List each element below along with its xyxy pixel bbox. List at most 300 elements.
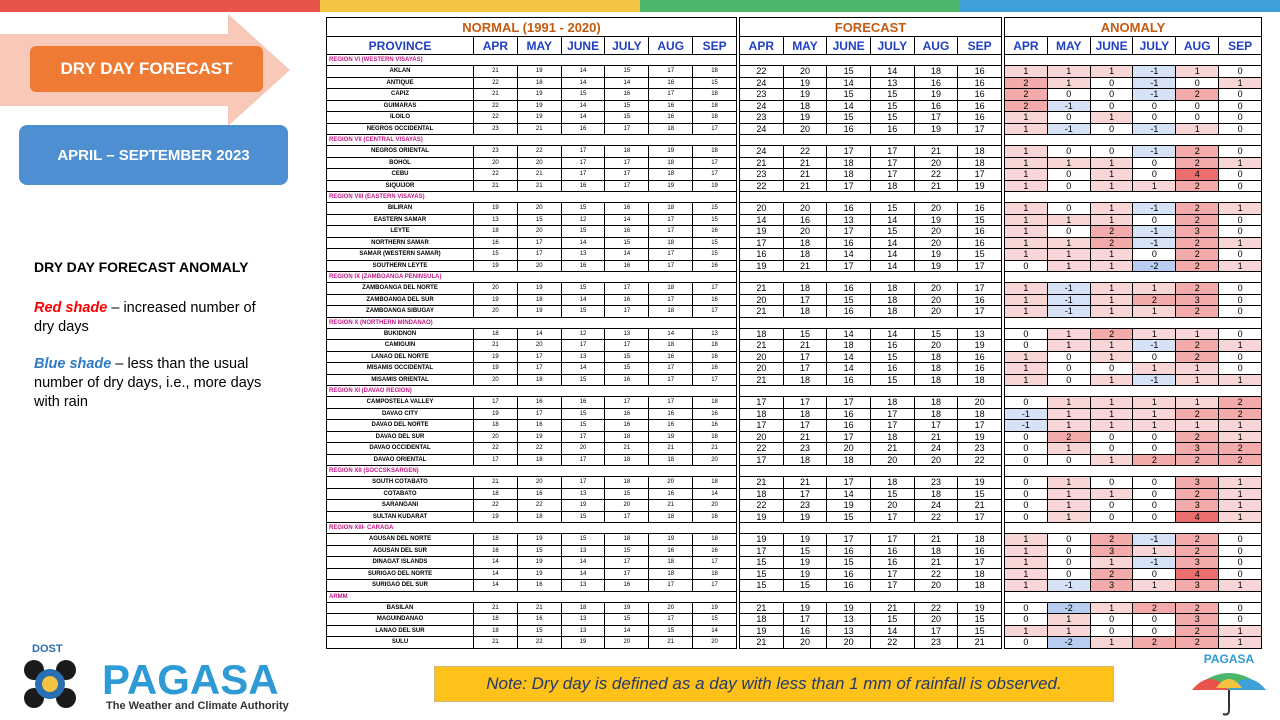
n-row	[327, 203, 737, 215]
f-region-row	[740, 591, 1002, 602]
f-value: 18	[958, 157, 1002, 169]
a-value: -1	[1133, 237, 1176, 249]
n-value: 17	[649, 89, 693, 101]
a-value: 1	[1005, 306, 1048, 318]
a-row	[1005, 169, 1262, 181]
a-row	[1005, 100, 1262, 112]
f-value: 16	[827, 568, 871, 580]
small-logo-text: PAGASA	[1203, 652, 1255, 666]
a-row	[1005, 511, 1262, 523]
a-month-header: JULY	[1133, 37, 1176, 55]
f-row	[740, 203, 1002, 215]
n-value: 16	[605, 580, 649, 592]
n-value: 21	[474, 477, 518, 489]
n-value: 16	[605, 226, 649, 238]
legend-red-label: Red shade	[34, 300, 108, 316]
a-value: -1	[1133, 374, 1176, 386]
a-value: 0	[1219, 568, 1262, 580]
f-region-spacer	[740, 272, 1002, 283]
province-name: NEGROS OCCIDENTAL	[327, 123, 474, 135]
n-value: 19	[517, 431, 561, 443]
n-value: 16	[693, 260, 737, 272]
f-value: 18	[914, 545, 958, 557]
a-value: 1	[1133, 420, 1176, 432]
f-value: 20	[914, 237, 958, 249]
a-value: 2	[1176, 260, 1219, 272]
a-row	[1005, 66, 1262, 78]
a-value: 0	[1005, 328, 1048, 340]
f-value: 22	[783, 146, 827, 158]
a-value: 1	[1047, 237, 1090, 249]
a-value: 2	[1219, 454, 1262, 466]
a-value: 0	[1005, 637, 1048, 649]
n-value: 22	[474, 112, 518, 124]
f-row	[740, 443, 1002, 455]
n-value: 18	[693, 146, 737, 158]
a-value: 1	[1219, 374, 1262, 386]
f-value: 16	[870, 557, 914, 569]
forecast-table	[739, 17, 1002, 649]
f-value: 15	[783, 545, 827, 557]
f-value: 19	[740, 260, 784, 272]
a-value: 0	[1219, 602, 1262, 614]
f-region-spacer	[740, 55, 1002, 66]
f-value: 20	[740, 363, 784, 375]
n-row	[327, 89, 737, 101]
f-row	[740, 397, 1002, 409]
region-name: REGION X (NORTHERN MINDANAO)	[327, 317, 737, 328]
f-value: 15	[827, 112, 871, 124]
f-value: 19	[783, 534, 827, 546]
a-value: 1	[1047, 500, 1090, 512]
f-region-row	[740, 386, 1002, 397]
f-value: 17	[870, 408, 914, 420]
n-value: 15	[517, 214, 561, 226]
n-row	[327, 294, 737, 306]
province-name: AGUSAN DEL NORTE	[327, 534, 474, 546]
f-value: 15	[870, 112, 914, 124]
n-value: 19	[517, 306, 561, 318]
a-value: -1	[1133, 146, 1176, 158]
a-value: 1	[1047, 614, 1090, 626]
a-value: 1	[1090, 557, 1133, 569]
n-value: 20	[693, 500, 737, 512]
f-value: 21	[740, 306, 784, 318]
f-value: 17	[827, 180, 871, 192]
a-value: 0	[1047, 545, 1090, 557]
pagasa-umbrella-logo	[1186, 650, 1272, 718]
n-row	[327, 260, 737, 272]
a-value: 1	[1219, 420, 1262, 432]
f-region-row	[740, 55, 1002, 66]
f-value: 20	[827, 637, 871, 649]
f-value: 14	[870, 66, 914, 78]
f-value: 16	[783, 625, 827, 637]
f-title: FORECAST	[740, 18, 1002, 37]
a-value: -1	[1005, 408, 1048, 420]
n-row	[327, 123, 737, 135]
a-value: 2	[1176, 146, 1219, 158]
normal-table	[326, 17, 737, 649]
n-row	[327, 340, 737, 352]
a-value: -1	[1133, 340, 1176, 352]
a-value: 2	[1090, 237, 1133, 249]
top-bar-red	[0, 0, 320, 12]
n-value: 18	[474, 488, 518, 500]
a-value: 0	[1219, 328, 1262, 340]
n-value: 18	[649, 568, 693, 580]
a-value: 1	[1090, 351, 1133, 363]
a-value: 4	[1176, 511, 1219, 523]
f-value: 17	[783, 614, 827, 626]
region-name: REGION VII (CENTRAL VISAYAS)	[327, 135, 737, 146]
f-value: 17	[958, 420, 1002, 432]
f-value: 17	[827, 226, 871, 238]
a-value: 0	[1047, 374, 1090, 386]
n-value: 12	[561, 328, 605, 340]
a-value: 2	[1133, 294, 1176, 306]
n-value: 20	[517, 340, 561, 352]
n-value: 22	[474, 100, 518, 112]
f-value: 18	[783, 283, 827, 295]
a-row	[1005, 488, 1262, 500]
f-region-spacer	[740, 135, 1002, 146]
a-value: 0	[1133, 568, 1176, 580]
a-value: 1	[1219, 157, 1262, 169]
n-value: 19	[517, 534, 561, 546]
a-value: 2	[1176, 534, 1219, 546]
f-region-row	[740, 466, 1002, 477]
n-value: 17	[561, 146, 605, 158]
n-value: 16	[605, 203, 649, 215]
n-value: 18	[605, 146, 649, 158]
f-row	[740, 89, 1002, 101]
province-name: NORTHERN SAMAR	[327, 237, 474, 249]
a-value: 0	[1090, 89, 1133, 101]
f-row	[740, 77, 1002, 89]
a-value: 1	[1005, 237, 1048, 249]
n-value: 15	[561, 89, 605, 101]
a-value: -1	[1047, 283, 1090, 295]
n-value: 16	[649, 77, 693, 89]
legend-red-text: – increased number of dry days	[34, 300, 256, 335]
n-row	[327, 397, 737, 409]
a-value: 2	[1176, 237, 1219, 249]
n-value: 17	[693, 169, 737, 181]
a-value: 2	[1176, 180, 1219, 192]
f-value: 15	[870, 614, 914, 626]
a-region-spacer	[1005, 591, 1262, 602]
f-row	[740, 180, 1002, 192]
a-value: 1	[1133, 328, 1176, 340]
a-value: 2	[1176, 283, 1219, 295]
a-value: 0	[1090, 363, 1133, 375]
f-value: 19	[958, 340, 1002, 352]
a-row	[1005, 112, 1262, 124]
a-header-row	[1005, 37, 1262, 55]
n-value: 18	[649, 511, 693, 523]
n-value: 18	[517, 294, 561, 306]
a-value: 1	[1219, 431, 1262, 443]
f-row	[740, 260, 1002, 272]
a-value: 1	[1090, 340, 1133, 352]
n-value: 20	[693, 637, 737, 649]
n-value: 13	[605, 328, 649, 340]
a-row	[1005, 443, 1262, 455]
n-value: 15	[561, 374, 605, 386]
n-value: 17	[693, 283, 737, 295]
a-value: 1	[1090, 283, 1133, 295]
a-row	[1005, 89, 1262, 101]
a-value: 1	[1219, 260, 1262, 272]
n-value: 15	[649, 625, 693, 637]
a-row	[1005, 431, 1262, 443]
n-value: 14	[605, 77, 649, 89]
n-value: 14	[605, 214, 649, 226]
f-value: 19	[827, 500, 871, 512]
a-row	[1005, 580, 1262, 592]
n-value: 18	[649, 283, 693, 295]
a-value: 0	[1219, 557, 1262, 569]
f-value: 18	[740, 488, 784, 500]
a-value: -1	[1047, 123, 1090, 135]
n-value: 18	[693, 534, 737, 546]
a-value: 2	[1133, 602, 1176, 614]
a-value: 2	[1176, 249, 1219, 261]
province-name: EASTERN SAMAR	[327, 214, 474, 226]
f-value: 23	[740, 112, 784, 124]
f-value: 21	[914, 557, 958, 569]
n-value: 16	[517, 397, 561, 409]
n-row	[327, 237, 737, 249]
a-row	[1005, 306, 1262, 318]
n-value: 16	[649, 100, 693, 112]
f-value: 16	[827, 374, 871, 386]
a-value: 0	[1219, 545, 1262, 557]
a-region-row	[1005, 523, 1262, 534]
f-value: 17	[783, 351, 827, 363]
f-value: 17	[958, 169, 1002, 181]
f-row	[740, 306, 1002, 318]
n-row	[327, 77, 737, 89]
n-row	[327, 157, 737, 169]
a-value: 0	[1133, 214, 1176, 226]
n-value: 22	[517, 500, 561, 512]
region-name: REGION XIII- CARAGA	[327, 523, 737, 534]
a-value: -2	[1133, 260, 1176, 272]
n-value: 16	[517, 580, 561, 592]
f-value: 16	[958, 237, 1002, 249]
f-value: 22	[740, 66, 784, 78]
a-value: 0	[1005, 477, 1048, 489]
f-value: 18	[914, 363, 958, 375]
province-name: DAVAO DEL NORTE	[327, 420, 474, 432]
f-value: 20	[914, 614, 958, 626]
n-value: 14	[561, 66, 605, 78]
n-value: 16	[561, 123, 605, 135]
a-value: 2	[1005, 100, 1048, 112]
f-value: 19	[783, 89, 827, 101]
n-value: 15	[517, 625, 561, 637]
region-name: REGION XI (DAVAO REGION)	[327, 386, 737, 397]
f-row	[740, 431, 1002, 443]
n-value: 18	[517, 454, 561, 466]
a-value: 1	[1090, 294, 1133, 306]
n-value: 18	[649, 203, 693, 215]
n-value: 15	[693, 237, 737, 249]
f-value: 17	[958, 260, 1002, 272]
a-value: 1	[1047, 157, 1090, 169]
a-region-spacer	[1005, 466, 1262, 477]
f-value: 16	[827, 580, 871, 592]
n-value: 20	[605, 637, 649, 649]
n-value: 18	[517, 77, 561, 89]
n-value: 13	[561, 545, 605, 557]
region-name: ARMM	[327, 591, 737, 602]
a-value: 0	[1090, 123, 1133, 135]
a-value: 1	[1005, 112, 1048, 124]
f-value: 20	[740, 203, 784, 215]
n-value: 14	[474, 580, 518, 592]
a-value: 1	[1005, 180, 1048, 192]
n-value: 16	[605, 374, 649, 386]
n-row	[327, 351, 737, 363]
a-value: 1	[1219, 580, 1262, 592]
a-value: 0	[1005, 443, 1048, 455]
a-value: 1	[1005, 363, 1048, 375]
f-value: 15	[740, 580, 784, 592]
f-value: 24	[740, 77, 784, 89]
a-value: -1	[1133, 123, 1176, 135]
f-value: 18	[958, 374, 1002, 386]
legend-blue	[34, 355, 274, 412]
f-value: 17	[870, 511, 914, 523]
a-value: -1	[1047, 100, 1090, 112]
a-region-row	[1005, 466, 1262, 477]
f-value: 20	[914, 454, 958, 466]
a-region-spacer	[1005, 317, 1262, 328]
f-value: 20	[740, 294, 784, 306]
a-value: 1	[1090, 488, 1133, 500]
n-value: 21	[649, 500, 693, 512]
n-value: 18	[605, 454, 649, 466]
n-row	[327, 637, 737, 649]
n-value: 18	[693, 89, 737, 101]
n-month-header: APR	[474, 37, 518, 55]
top-color-bar	[0, 0, 1280, 12]
a-value: 1	[1005, 557, 1048, 569]
f-value: 19	[783, 77, 827, 89]
n-value: 19	[474, 203, 518, 215]
f-value: 20	[783, 226, 827, 238]
a-value: 0	[1219, 294, 1262, 306]
n-value: 18	[605, 431, 649, 443]
f-value: 21	[740, 602, 784, 614]
n-value: 17	[605, 568, 649, 580]
f-value: 16	[958, 77, 1002, 89]
a-value: 0	[1176, 77, 1219, 89]
province-name: DAVAO CITY	[327, 408, 474, 420]
a-row	[1005, 260, 1262, 272]
f-value: 21	[958, 637, 1002, 649]
n-row	[327, 454, 737, 466]
a-value: 1	[1090, 420, 1133, 432]
f-value: 24	[740, 123, 784, 135]
a-value: 0	[1176, 100, 1219, 112]
f-row	[740, 602, 1002, 614]
f-row	[740, 328, 1002, 340]
n-value: 15	[693, 77, 737, 89]
a-row	[1005, 420, 1262, 432]
f-value: 22	[958, 454, 1002, 466]
a-value: 0	[1176, 112, 1219, 124]
f-value: 21	[870, 443, 914, 455]
f-value: 22	[740, 180, 784, 192]
f-value: 21	[783, 260, 827, 272]
province-name: LEYTE	[327, 226, 474, 238]
f-value: 15	[783, 580, 827, 592]
a-value: 0	[1133, 169, 1176, 181]
f-value: 16	[958, 545, 1002, 557]
a-value: 0	[1219, 249, 1262, 261]
n-row	[327, 283, 737, 295]
n-value: 17	[605, 157, 649, 169]
n-value: 20	[517, 477, 561, 489]
n-value: 18	[605, 534, 649, 546]
n-value: 14	[693, 488, 737, 500]
province-name: MISAMIS OCCIDENTAL	[327, 363, 474, 375]
f-value: 24	[914, 443, 958, 455]
n-value: 16	[693, 420, 737, 432]
n-value: 16	[517, 420, 561, 432]
f-value: 20	[783, 66, 827, 78]
f-value: 16	[958, 351, 1002, 363]
f-region-row	[740, 272, 1002, 283]
f-row	[740, 545, 1002, 557]
f-row	[740, 112, 1002, 124]
f-value: 23	[783, 500, 827, 512]
n-value: 14	[474, 557, 518, 569]
n-value: 15	[605, 363, 649, 375]
a-value: 1	[1090, 66, 1133, 78]
f-value: 16	[958, 100, 1002, 112]
f-region-spacer	[740, 317, 1002, 328]
legend-red	[34, 299, 274, 337]
n-value: 16	[693, 511, 737, 523]
f-region-spacer	[740, 192, 1002, 203]
f-value: 18	[783, 454, 827, 466]
n-value: 21	[649, 637, 693, 649]
n-month-header: MAY	[517, 37, 561, 55]
province-name: MISAMIS ORIENTAL	[327, 374, 474, 386]
n-value: 17	[474, 397, 518, 409]
a-value: -1	[1133, 77, 1176, 89]
f-value: 15	[740, 568, 784, 580]
f-value: 21	[783, 477, 827, 489]
f-value: 18	[870, 306, 914, 318]
n-value: 22	[517, 443, 561, 455]
n-value: 14	[517, 328, 561, 340]
f-value: 23	[914, 477, 958, 489]
f-value: 17	[827, 534, 871, 546]
f-value: 21	[870, 602, 914, 614]
n-value: 17	[517, 237, 561, 249]
province-name: MAGUINDANAO	[327, 614, 474, 626]
n-row	[327, 625, 737, 637]
f-value: 20	[914, 226, 958, 238]
a-value: 0	[1133, 431, 1176, 443]
f-row	[740, 123, 1002, 135]
